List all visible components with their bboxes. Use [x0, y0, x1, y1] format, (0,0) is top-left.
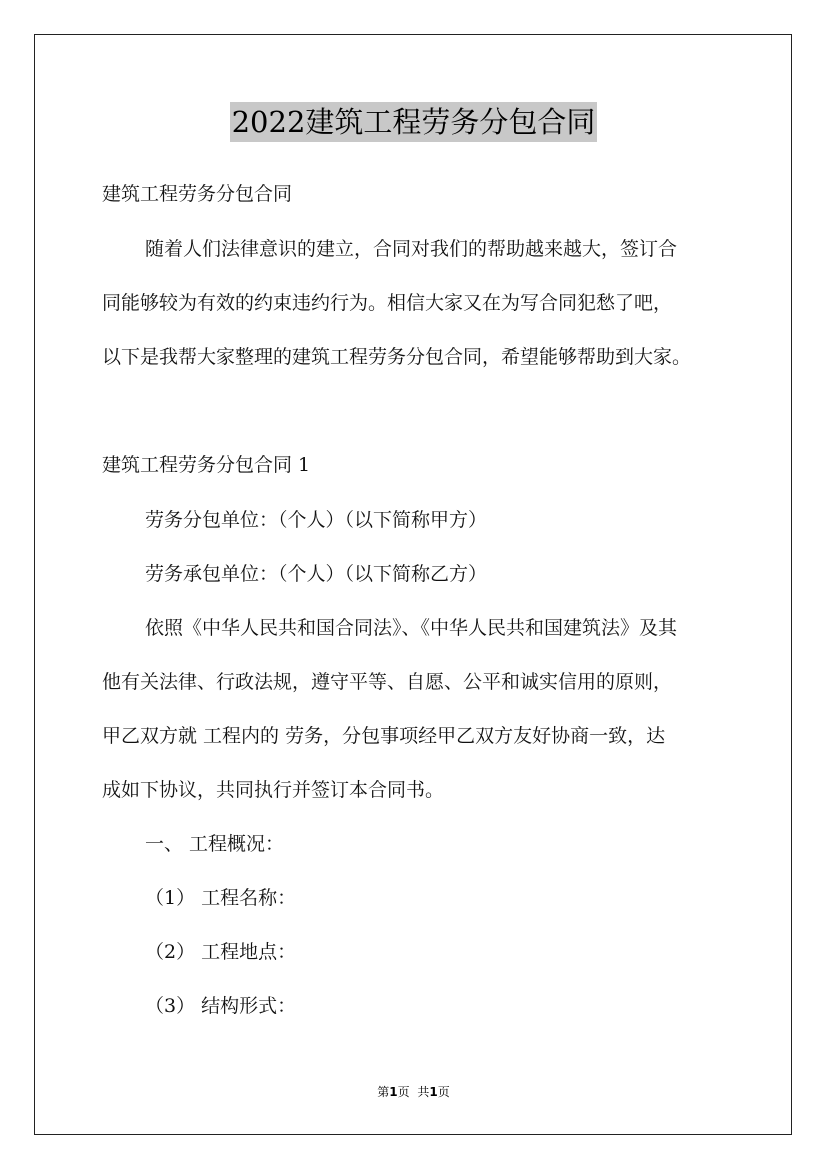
- clause-item: （2） 工程地点：: [145, 941, 297, 963]
- clause-heading: 一、 工程概况：: [145, 833, 285, 855]
- section-heading: 建筑工程劳务分包合同 1: [102, 454, 311, 476]
- paragraph-line: 以下是我帮大家整理的建筑工程劳务分包合同，希望能够帮助到大家。: [102, 346, 692, 368]
- total-prefix: 共: [417, 1085, 430, 1099]
- title-container: [0, 102, 827, 142]
- clause-item: （3） 结构形式：: [145, 995, 297, 1017]
- page-footer: [0, 1083, 827, 1100]
- party-a-line: 劳务分包单位：（个人）（以下简称甲方）: [145, 509, 488, 531]
- section-heading: 建筑工程劳务分包合同: [102, 183, 293, 205]
- page-prefix: 第: [377, 1085, 390, 1099]
- total-pages: 1: [429, 1085, 438, 1099]
- document-title: 2022建筑工程劳务分包合同: [230, 102, 598, 142]
- page-number: 1: [389, 1085, 398, 1099]
- paragraph-line: 随着人们法律意识的建立，合同对我们的帮助越来越大，签订合: [145, 238, 678, 260]
- page-suffix: 页: [397, 1085, 410, 1099]
- paragraph-line: 甲乙双方就 工程内的 劳务，分包事项经甲乙双方友好协商一致，达: [102, 725, 666, 747]
- paragraph-line: 他有关法律、行政法规，遵守平等、自愿、公平和诚实信用的原则，: [102, 671, 673, 693]
- party-b-line: 劳务承包单位：（个人）（以下简称乙方）: [145, 563, 488, 585]
- total-suffix: 页: [437, 1085, 450, 1099]
- paragraph-line: 依照《中华人民共和国合同法》、《中华人民共和国建筑法》及其: [145, 617, 678, 639]
- clause-item: （1） 工程名称：: [145, 887, 297, 909]
- paragraph-line: 成如下协议，共同执行并签订本合同书。: [102, 779, 445, 801]
- paragraph-line: 同能够较为有效的约束违约行为。相信大家又在为写合同犯愁了吧，: [102, 292, 673, 314]
